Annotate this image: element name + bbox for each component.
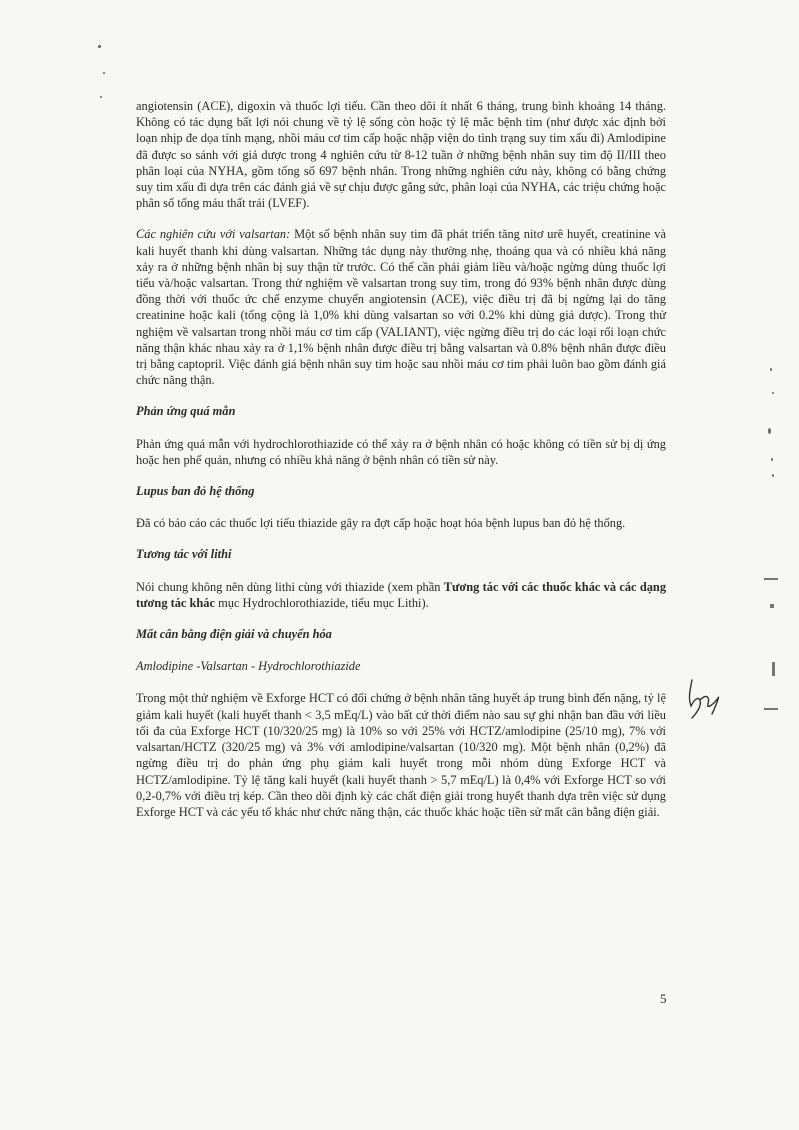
paragraph-lithium bbox=[136, 579, 666, 611]
handwritten-initials bbox=[680, 676, 724, 720]
lithium-text-a: Nói chung không nên dùng lithi cùng với thiazide (xem phần bbox=[136, 579, 444, 594]
scan-speck bbox=[100, 96, 102, 98]
scan-speck bbox=[771, 458, 773, 461]
scan-speck bbox=[768, 428, 771, 434]
paragraph-body-valsartan: Một số bệnh nhân suy tim đã phát triển tăng nitơ urê huyết, creatinine và kali huyết thanh khi dùng valsartan. Những tác dụng này thường nhẹ, thoáng qua và có nhiều khả năng xảy ra ở những bệnh nhân bị suy thận từ trước. Có thể cần phải giảm liều và/hoặc ngừng dùng thuốc lợi tiểu và/hoặc valsartan. Trong thử nghiệm về valsartan trong suy tim, trong đó 93% bệnh nhân được dùng đồng thời với thuốc ức chế enzyme chuyển angiotensin (ACE), việc điều trị đã bị ngừng lại do tăng creatinine hoặc kali (tổng cộng là 1,0% khi dùng valsartan so với 0.2% khi dùng giả dược). Trong thử nghiệm về valsartan trong nhồi máu cơ tim cấp (VALIANT), việc ngừng điều trị do các loại rối loạn chức năng thận khác nhau xảy ra ở 1,1% bệnh nhân được điều trị bằng valsartan và 0.8% bệnh nhân được điều trị bằng captopril. Việc đánh giá bệnh nhân suy tim hoặc sau nhồi máu cơ tim phải luôn bao gồm đánh giá chức năng thận. bbox=[136, 227, 666, 388]
heading-lupus: Lupus ban đỏ hệ thống bbox=[136, 484, 255, 499]
scan-edge-mark bbox=[764, 708, 778, 710]
subheading-combination: Amlodipine -Valsartan - Hydrochlorothiazide bbox=[136, 659, 361, 674]
scan-speck bbox=[770, 368, 772, 371]
lithium-crossref: Tương tác với các thuốc khác và các dạng tương tác khác bbox=[136, 579, 667, 610]
paragraph-lupus: Đã có báo cáo các thuốc lợi tiểu thiazide gây ra đợt cấp hoặc hoạt hóa bệnh lupus ban đỏ hệ thống. bbox=[136, 516, 626, 531]
paragraph-lead-valsartan: Các nghiên cứu với valsartan: bbox=[136, 227, 291, 242]
paragraph-exforge-trial: Trong một thử nghiệm về Exforge HCT có đối chứng ở bệnh nhân tăng huyết áp trung bình đến nặng, tỷ lệ giảm kali huyết (kali huyết thanh < 3,5 mEq/L) vào bất cứ thời điểm nào sau sự ghi nhận ban đầu với liều tối đa của Exforge HCT (10/320/25 mg) là 10% so với 25% với HCTZ/amlodipine (25/10 mg), 7% với valsartan/HCTZ (320/25 mg) và 3% với amlodipine/valsartan (10/320 mg). Một bệnh nhân (0,2%) đã ngừng điều trị do phản ứng phụ giảm kali huyết trong mỗi nhóm dùng Exforge HCT và HCTZ/amlodipine. Tỷ lệ tăng kali huyết (kali huyết thanh > 5,7 mEq/L) là 0,4% với Exforge HCT so với 0,2-0,7% với điều trị kép. Cần theo dõi định kỳ các chất điện giải trong huyết thanh dựa trên việc sử dụng Exforge HCT và các yếu tố khác như chức năng thận, các thuốc khác hoặc tiền sử mất cân bằng điện giải. bbox=[136, 691, 666, 819]
paragraph-amlodipine-heart-failure: angiotensin (ACE), digoxin và thuốc lợi tiểu. Cần theo dõi ít nhất 6 tháng, trung bình khoảng 14 tháng. Không có tác dụng bất lợi nói chung về tỷ lệ sống còn hoặc tỷ lệ mắc bệnh tim (như được xác định bởi loạn nhịp đe dọa tính mạng, nhồi máu cơ tim cấp hoặc nhập viện do tình trạng suy tim xấu đi) Amlodipine đã được so sánh với giả dược trong 4 nghiên cứu từ 8-12 tuần ở những bệnh nhân suy tim độ II/III theo phân loại của NYHA, gồm tổng số 697 bệnh nhân. Trong những nghiên cứu này, không có bằng chứng suy tim xấu đi dựa trên các đánh giá về sự chịu được gắng sức, phân loại của NYHA, các triệu chứng hoặc phân số tống máu thất trái (LVEF). bbox=[136, 99, 666, 211]
scan-speck bbox=[98, 45, 101, 48]
paragraph-hypersensitivity: Phản ứng quá mẫn với hydrochlorothiazide có thể xảy ra ở bệnh nhân có hoặc không có tiền sử bị dị ứng hoặc hen phế quản, nhưng có nhiều khả năng ở bệnh nhân có tiền sử này. bbox=[136, 436, 666, 467]
scan-speck bbox=[103, 72, 105, 74]
scan-edge-mark bbox=[764, 578, 778, 580]
lithium-text-c: mục Hydrochlorothiazide, tiểu mục Lithi). bbox=[215, 595, 429, 610]
document-body bbox=[136, 98, 666, 820]
page-number: 5 bbox=[660, 991, 667, 1006]
scan-speck bbox=[772, 392, 774, 394]
paragraph-valsartan-studies bbox=[136, 226, 666, 388]
heading-lithium: Tương tác với lithi bbox=[136, 547, 232, 562]
heading-hypersensitivity: Phản ứng quá mẫn bbox=[136, 404, 236, 419]
scan-speck bbox=[772, 474, 774, 477]
scan-edge-mark bbox=[770, 604, 774, 608]
scan-edge-mark bbox=[772, 662, 775, 676]
heading-electrolytes: Mất cân bằng điện giải và chuyển hóa bbox=[136, 627, 332, 642]
